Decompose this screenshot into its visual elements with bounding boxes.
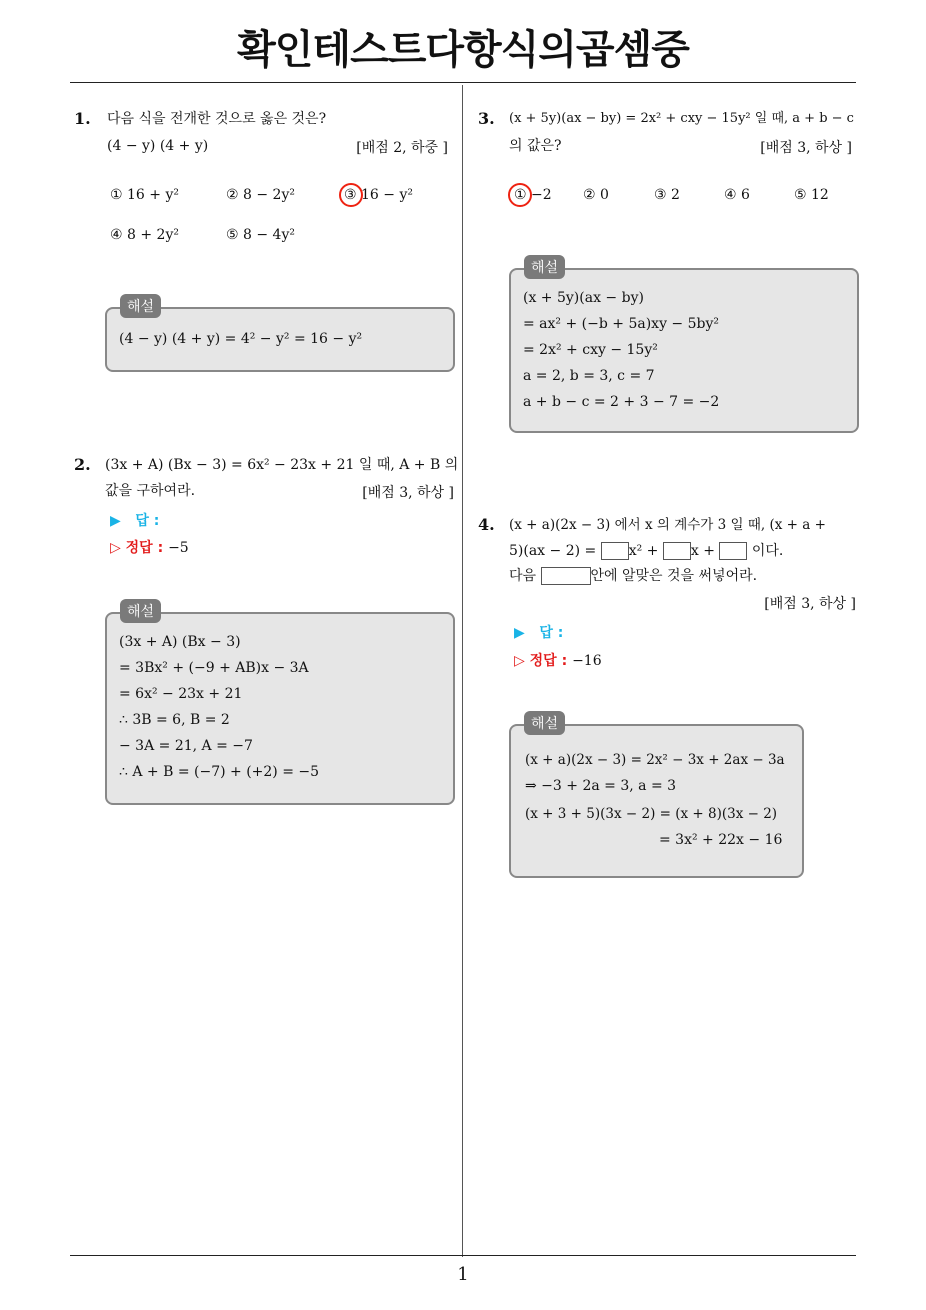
question-text: 다음 식을 전개한 것으로 옳은 것은?	[107, 111, 327, 127]
column-divider	[462, 85, 463, 1257]
solution-box	[509, 268, 859, 433]
play-arrow-icon: ▶	[514, 625, 525, 641]
answer-row	[514, 622, 563, 642]
question-text: (3x + A) (Bx − 3) = 6x² − 23x + 21 일 때, A + B 의	[105, 457, 459, 473]
solution-line: ∴ A + B = (−7) + (+2) = −5	[119, 764, 320, 780]
solution-line: − 3A = 21, A = −7	[119, 738, 253, 754]
solution-tag: 해설	[120, 294, 161, 318]
blank-box-2[interactable]	[663, 542, 691, 560]
solution-line: ∴ 3B = 6, B = 2	[119, 712, 230, 728]
solution-line: (3x + A) (Bx − 3)	[119, 634, 241, 650]
question-number: 4.	[478, 515, 495, 534]
solution-line: (x + a)(2x − 3) = 2x² − 3x + 2ax − 3a	[525, 752, 785, 768]
answer-label: 답 :	[539, 625, 564, 641]
correct-answer-row	[514, 650, 602, 670]
correct-label: 정답 :	[529, 653, 568, 669]
solution-line: = 3Bx² + (−9 + AB)x − 3A	[119, 660, 309, 676]
blank-box-3[interactable]	[719, 542, 747, 560]
play-arrow-icon: ▶	[110, 513, 121, 529]
question-number: 2.	[74, 455, 91, 474]
solution-line: = 2x² + cxy − 15y²	[523, 342, 658, 358]
solution-line: = 3x² + 22x − 16	[659, 832, 783, 848]
score-meta: [배점 2, 하중 ]	[356, 140, 448, 156]
solution-line: = ax² + (−b + 5a)xy − 5by²	[523, 316, 719, 332]
footer-rule	[70, 1255, 856, 1256]
score-meta: [배점 3, 하상 ]	[362, 485, 454, 501]
question-text-continued: 값을 구하여라.	[105, 483, 196, 499]
option-5[interactable]: ⑤ 8 − 4y²	[226, 227, 295, 243]
text-part: x +	[690, 543, 715, 559]
text-part: 안에 알맞은 것을 써넣어라.	[590, 568, 758, 584]
question-text: (x + 5y)(ax − by) = 2x² + cxy − 15y² 일 때, a + b − c	[509, 111, 854, 126]
option-3[interactable]: ③ 2	[654, 187, 680, 203]
text-part: 5)(ax − 2) =	[509, 543, 597, 559]
outline-arrow-icon: ▷	[514, 653, 525, 669]
solution-tag: 해설	[524, 255, 565, 279]
question-instruction	[509, 567, 757, 585]
solution-line: = 6x² − 23x + 21	[119, 686, 243, 702]
answer-row	[110, 510, 159, 530]
question-text-continued	[509, 542, 783, 560]
question-number: 1.	[74, 109, 91, 128]
score-meta: [배점 3, 하상 ]	[764, 596, 856, 612]
solution-tag: 해설	[120, 599, 161, 623]
text-part: 다음	[509, 568, 537, 584]
page-title: 확인테스트다항식의곱셈중	[237, 27, 689, 73]
option-4[interactable]: ④ 8 + 2y²	[110, 227, 179, 243]
option-3[interactable]: ③ 16 − y²	[344, 187, 413, 203]
page-number: 1	[457, 1264, 469, 1285]
question-text: (x + a)(2x − 3) 에서 x 의 계수가 3 일 때, (x + a +	[509, 517, 826, 533]
outline-arrow-icon: ▷	[110, 540, 121, 556]
correct-answer-value: −16	[572, 653, 602, 669]
question-expression: (4 − y) (4 + y)	[107, 138, 209, 154]
solution-line: a + b − c = 2 + 3 − 7 = −2	[523, 394, 720, 410]
solution-tag: 해설	[524, 711, 565, 735]
blank-box-1[interactable]	[601, 542, 629, 560]
solution-box	[509, 724, 804, 878]
correct-answer-row	[110, 537, 189, 557]
question-number: 3.	[478, 109, 495, 128]
option-5[interactable]: ⑤ 12	[794, 187, 829, 203]
blank-box-example	[541, 567, 591, 585]
option-1[interactable]: ① −2	[514, 187, 552, 203]
solution-line: (x + 3 + 5)(3x − 2) = (x + 8)(3x − 2)	[525, 806, 778, 822]
correct-answer-value: −5	[168, 540, 189, 556]
score-meta: [배점 3, 하상 ]	[760, 140, 852, 156]
solution-box	[105, 612, 455, 805]
solution-line: ⇒ −3 + 2a = 3, a = 3	[525, 778, 677, 794]
option-2[interactable]: ② 8 − 2y²	[226, 187, 295, 203]
solution-line: (x + 5y)(ax − by)	[523, 290, 644, 306]
option-2[interactable]: ② 0	[583, 187, 609, 203]
header-rule	[70, 82, 856, 83]
option-1[interactable]: ① 16 + y²	[110, 187, 179, 203]
answer-label: 답 :	[135, 513, 160, 529]
option-4[interactable]: ④ 6	[724, 187, 750, 203]
solution-line: a = 2, b = 3, c = 7	[523, 368, 655, 384]
question-text-continued: 의 값은?	[509, 138, 562, 154]
solution-line: (4 − y) (4 + y) = 4² − y² = 16 − y²	[119, 331, 363, 347]
text-part: 이다.	[751, 543, 784, 559]
text-part: x² +	[628, 543, 659, 559]
correct-label: 정답 :	[125, 540, 164, 556]
